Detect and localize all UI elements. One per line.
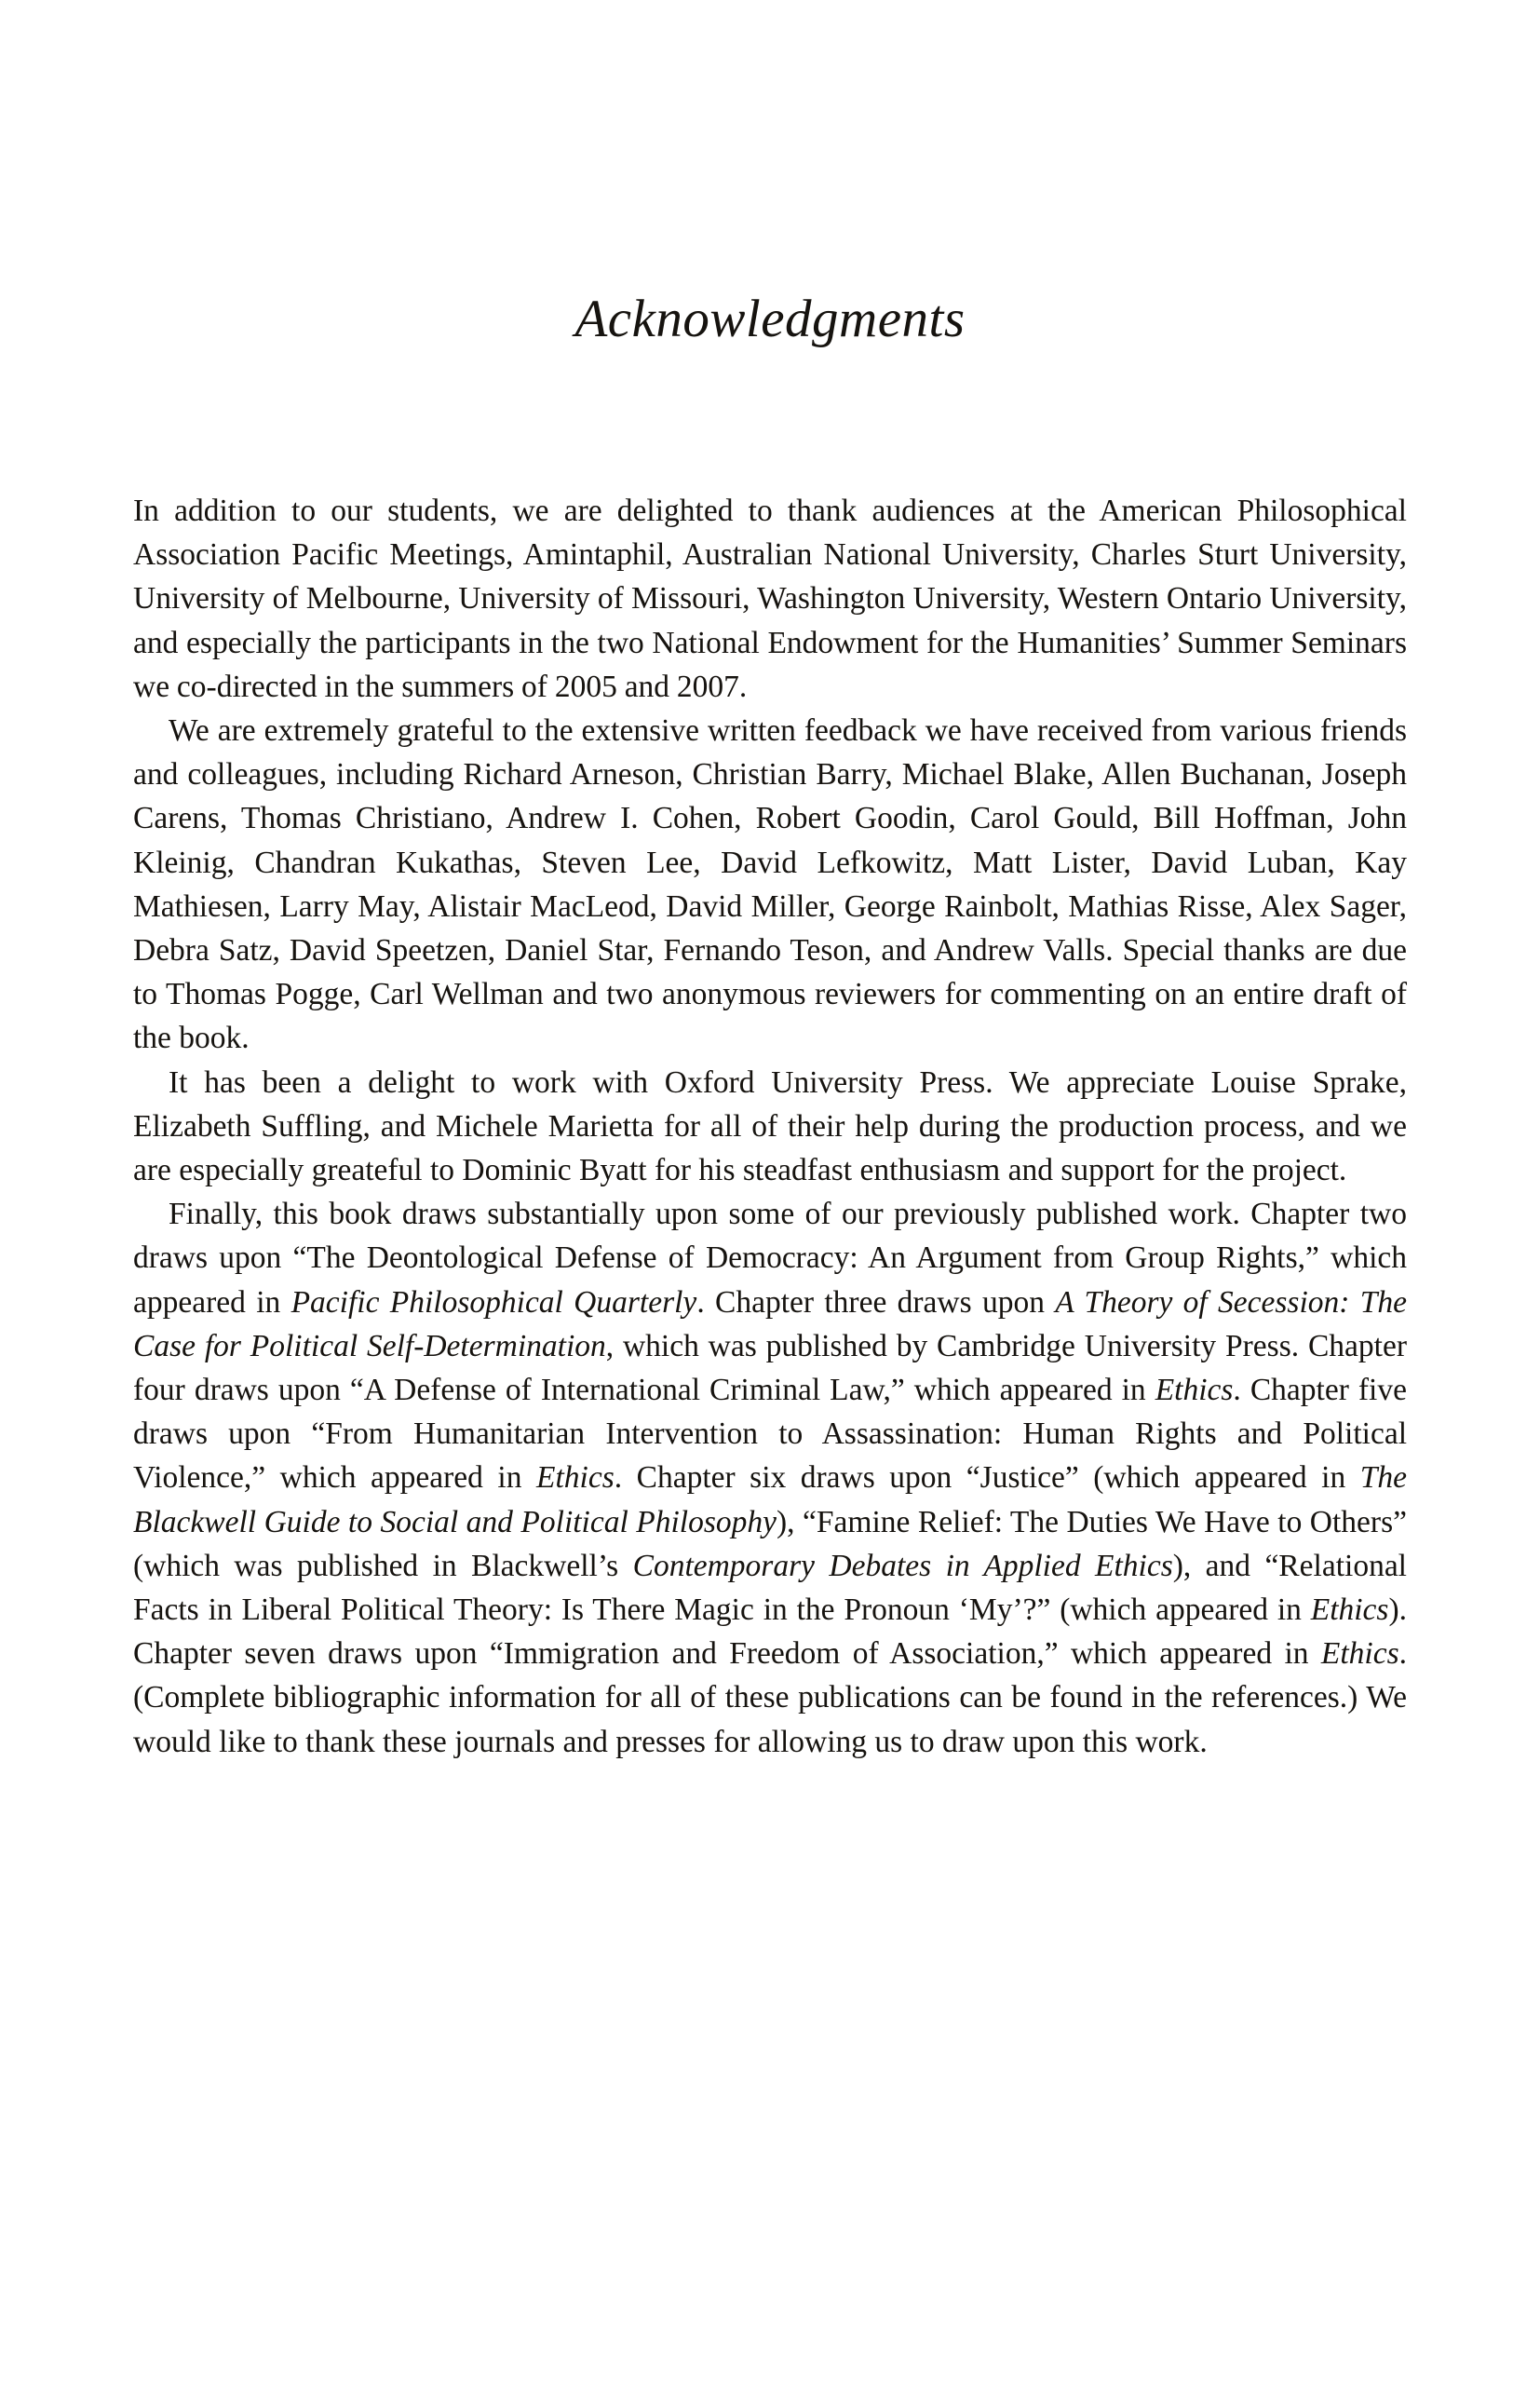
paragraph-1: In addition to our students, we are delighted to thank audiences at the American Philosophical Association Pacific Meetings, Amintaphil, Australian National University, Charles Sturt University, University of Melbourne, University of Missouri, Washington University, Western Ontario University, and especially the participants in the two National Endowment for the Humanities’ Summer Seminars we co-directed in the summers of 2005 and 2007. [133,494,1407,704]
page-title: Acknowledgments [574,290,966,348]
italic-run: Pacific Philosophical Quarterly [290,1284,697,1320]
italic-run: Contemporary Debates in Applied Ethics [632,1548,1173,1583]
italic-run: Ethics [1320,1636,1399,1672]
italic-run: The Blackwell Guide to Social and Political Philosophy [133,1460,1407,1539]
italic-run: Ethics [1310,1593,1389,1628]
paragraph-2: We are extremely grateful to the extensive written feedback we have received from various friends and colleagues, including Richard Arneson, Christian Barry, Michael Blake, Allen Buchanan, Joseph Carens, Thomas Christiano, Andrew I. Cohen, Robert Goodin, Carol Gould, Bill Hoffman, John Kleinig, Chandran Kukathas, Steven Lee, David Lefkowitz, Matt Lister, David Luban, Kay Mathiesen, Larry May, Alistair MacLeod, David Miller, George Rainbolt, Mathias Risse, Alex Sager, Debra Satz, David Speetzen, Daniel Star, Fernando Teson, and Andrew Valls. Special thanks are due to Thomas Pogge, Carl Wellman and two anonymous reviewers for commenting on an entire draft of the book. [133,713,1407,1056]
paragraph-3: It has been a delight to work with Oxford University Press. We appreciate Louise Sprake, Elizabeth Suffling, and Michele Marietta for all of their help during the production process, and we are especially greateful to Dominic Byatt for his steadfast enthusiasm and support for the project. [133,1064,1407,1188]
body-text [133,349,1407,1764]
paragraph-4: Finally, this book draws substantially upon some of our previously published work. Chapter two draws upon “The Deontological Defense of Democracy: An Argument from Group Rights,” which appeared in Pacific Philosophical Quarterly. Chapter three draws upon A Theory of Secession: The Case for Political Self-Determination, which was published by Cambridge University Press. Chapter four draws upon “A Defense of International Criminal Law,” which appeared in Ethics. Chapter five draws upon “From Humanitarian Intervention to Assassination: Human Rights and Political Violence,” which appeared in Ethics. Chapter six draws upon “Justice” (which appeared in The Blackwell Guide to Social and Political Philosophy), “Famine Relief: The Duties We Have to Others” (which was published in Blackwell’s Contemporary Debates in Applied Ethics), and “Relational Facts in Liberal Political Theory: Is There Magic in the Pronoun ‘My’?” (which appeared in Ethics). Chapter seven draws upon “Immigration and Freedom of Association,” which appeared in Ethics. (Complete bibliographic information for all of these publications can be found in the references.) We would like to thank these journals and presses for allowing us to draw upon this work. [133,1197,1408,1759]
italic-run: Ethics [1155,1373,1234,1408]
italic-run: A Theory of Secession: The Case for Political Self-Determination [133,1284,1407,1363]
italic-run: Ethics [536,1460,615,1496]
